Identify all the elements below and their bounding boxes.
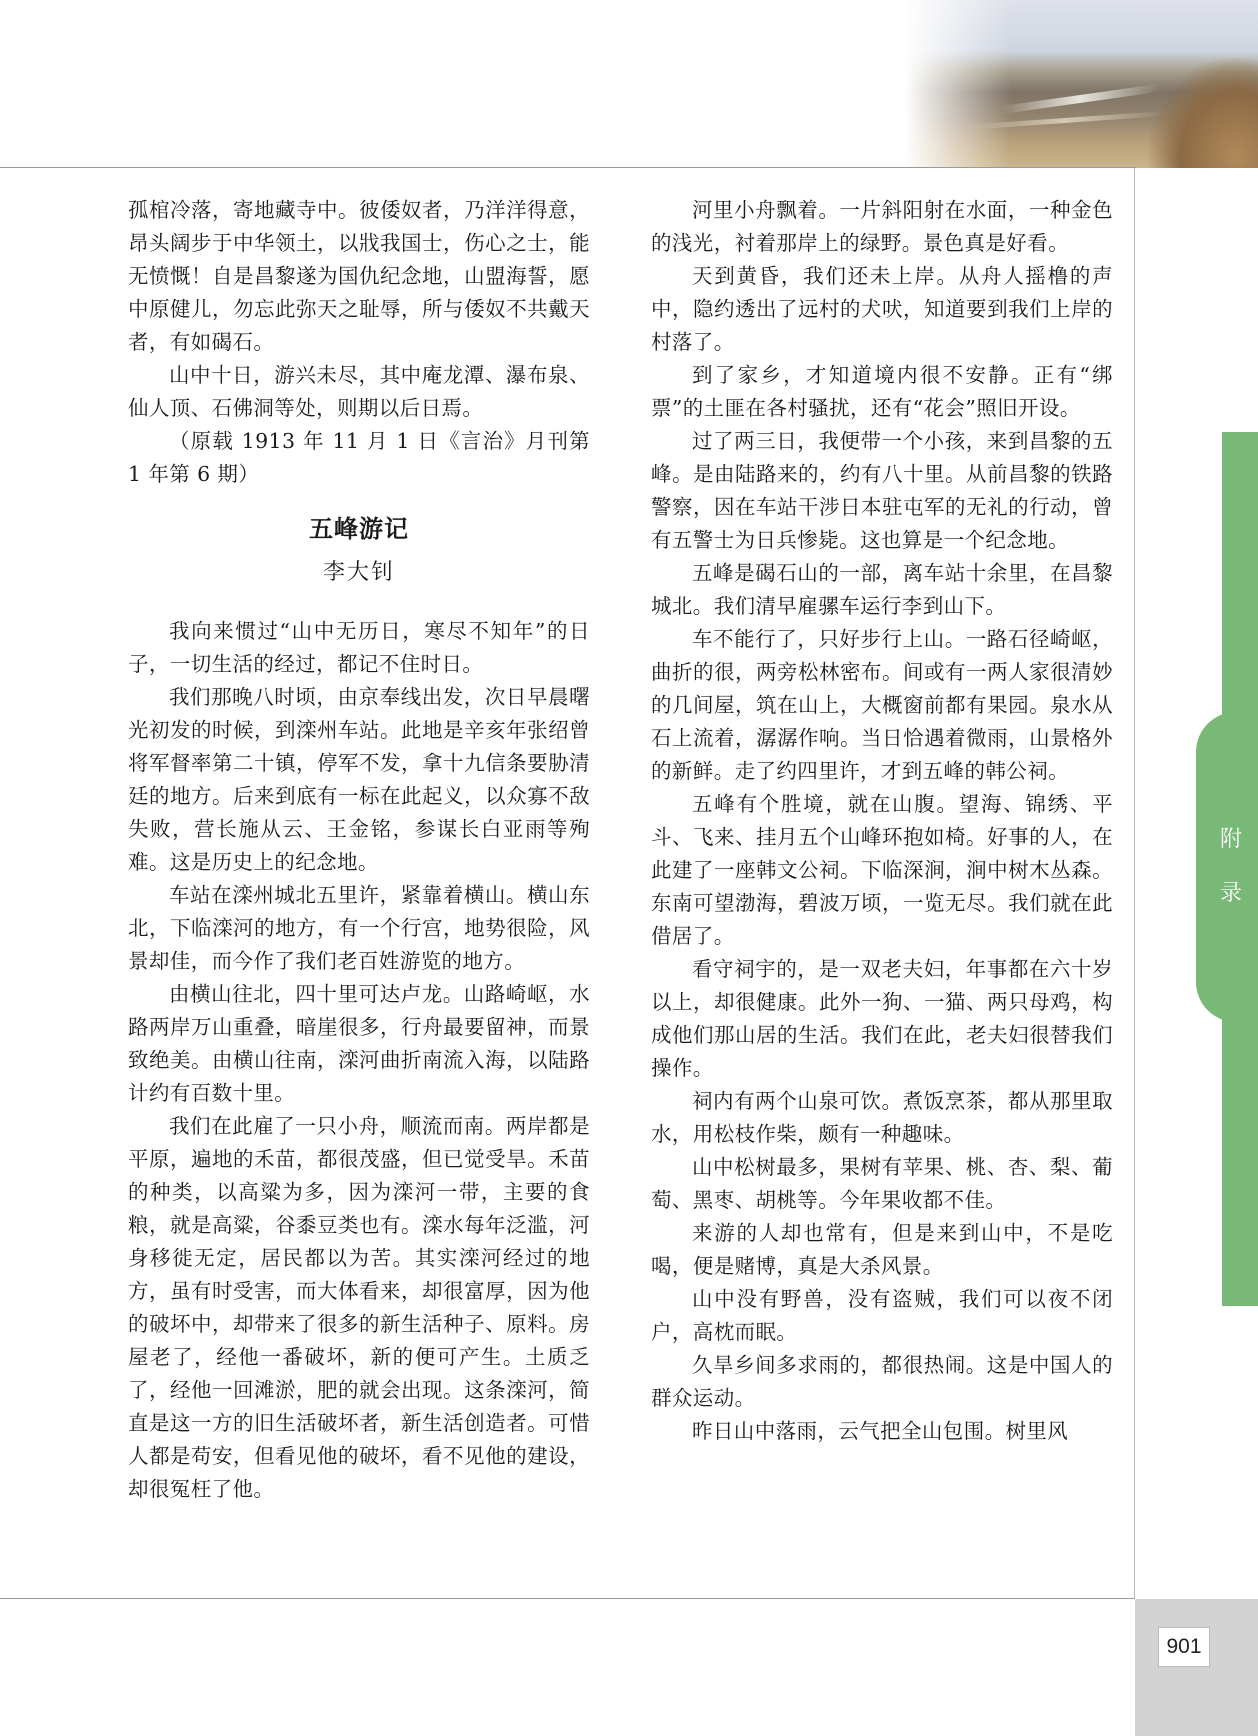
photo-mountain — [1148, 58, 1258, 168]
body-paragraph: 五峰是碣石山的一部，离车站十余里，在昌黎城北。我们清早雇骡车运行李到山下。 — [651, 561, 1113, 618]
body-paragraph: 来游的人却也常有，但是来到山中，不是吃喝，便是赌博，真是大杀风景。 — [651, 1221, 1113, 1278]
header-rule — [0, 167, 1136, 168]
header-landscape-photo — [905, 0, 1258, 168]
section-tab-appendix — [1196, 712, 1258, 1022]
body-paragraph: 山中松树最多，果树有苹果、桃、杏、梨、葡萄、黑枣、胡桃等。今年果收都不佳。 — [651, 1155, 1113, 1212]
body-paragraph: 到了家乡，才知道境内很不安静。正有“绑票”的土匪在各村骚扰，还有“花会”照旧开设。 — [651, 363, 1113, 420]
body-paragraph: 过了两三日，我便带一个小孩，来到昌黎的五峰。是由陆路来的，约有八十里。从前昌黎的铁路警察，因在车站干涉日本驻屯军的无礼的行动，曾有五警士为日兵惨毙。这也算是一个纪念地。 — [651, 429, 1113, 552]
body-paragraph: 车站在滦州城北五里许，紧靠着横山。横山东北，下临滦河的地方，有一个行宫，地势很险，风景却佳，而今作了我们老百姓游览的地方。 — [128, 883, 590, 973]
section-tab-char: 附 — [1219, 827, 1242, 852]
body-paragraph: 我们在此雇了一只小舟，顺流而南。两岸都是平原，遍地的禾苗，都很茂盛，但已觉受旱。禾苗的种类，以高粱为多，因为滦河一带，主要的食粮，就是高粱，谷黍豆类也有。滦水每年泛滥，河身移徙无定，居民都以为苦。其实滦河经过的地方，虽有时受害，而大体看来，却很富厚，因为他的破坏中，却带来了很多的新生活种子、原料。房屋老了，经他一番破坏，新的便可产生。土质乏了，经他一回滩淤，肥的就会出现。这条滦河，简直是这一方的旧生活破坏者，新生活创造者。可惜人都是苟安，但看见他的破坏，看不见他的建设，却很冤枉了他。 — [128, 1114, 590, 1501]
body-paragraph: 我向来惯过“山中无历日，寒尽不知年”的日子，一切生活的经过，都记不住时日。 — [128, 619, 590, 676]
photo-road — [1000, 84, 1160, 114]
page-number: 901 — [1158, 1627, 1210, 1667]
section-tab-char: 录 — [1219, 881, 1242, 906]
article-author: 李大钊 — [322, 560, 395, 585]
body-paragraph: 五峰有个胜境，就在山腹。望海、锦绣、平斗、飞来、挂月五个山峰环抱如椅。好事的人，在此建了一座韩文公祠。下临深涧，涧中树木丛森。东南可望渤海，碧波万顷，一览无尽。我们就在此借居了。 — [651, 792, 1113, 948]
body-paragraph: 昨日山中落雨，云气把全山包围。树里风 — [692, 1419, 1069, 1443]
body-paragraph: 由横山往北，四十里可达卢龙。山路崎岖，水路两岸万山重叠，暗崖很多，行舟最要留神，而景致绝美。由横山往南，滦河曲折南流入海，以陆路计约有百数十里。 — [128, 982, 590, 1105]
body-paragraph: 祠内有两个山泉可饮。煮饭烹茶，都从那里取水，用松枝作柴，颇有一种趣味。 — [651, 1089, 1113, 1146]
article-title: 五峰游记 — [309, 515, 409, 543]
footer-margin — [1135, 1599, 1258, 1736]
intro-paragraph: 孤棺冷落，寄地藏寺中。彼倭奴者，乃洋洋得意，昂头阔步于中华领土，以戕我国士，伤心之士，能无愤慨！自是昌黎遂为国仇纪念地，山盟海誓，愿中原健儿，勿忘此弥天之耻辱，所与倭奴不共戴天者，有如碣石。 — [128, 198, 590, 354]
source-note: （原载 1913 年 11 月 1 日《言治》月刊第 1 年第 6 期） — [128, 429, 590, 486]
body-paragraph: 河里小舟飘着。一片斜阳射在水面，一种金色的浅光，衬着那岸上的绿野。景色真是好看。 — [651, 198, 1113, 255]
body-paragraph: 久旱乡间多求雨的，都很热闹。这是中国人的群众运动。 — [651, 1353, 1113, 1410]
body-paragraph: 我们那晚八时顷，由京奉线出发，次日早晨曙光初发的时候，到滦州车站。此地是辛亥年张绍曾将军督率第二十镇，停军不发，拿十九信条要胁清廷的地方。后来到底有一标在此起义，以众寡不敌失败，营长施从云、王金铭，参谋长白亚雨等殉难。这是历史上的纪念地。 — [128, 685, 590, 874]
photo-road-2 — [965, 111, 1165, 130]
left-column — [128, 194, 590, 1506]
footer-rule — [0, 1598, 1136, 1599]
right-column — [651, 194, 1113, 1448]
body-paragraph: 天到黄昏，我们还未上岸。从舟人摇橹的声中，隐约透出了远村的犬吠，知道要到我们上岸的村落了。 — [651, 264, 1113, 354]
intro-paragraph: 山中十日，游兴未尽，其中庵龙潭、瀑布泉、仙人顶、石佛洞等处，则期以后日焉。 — [128, 363, 590, 420]
body-paragraph: 看守祠宇的，是一双老夫妇，年事都在六十岁以上，却很健康。此外一狗、一猫、两只母鸡，构成他们那山居的生活。我们在此，老夫妇很替我们操作。 — [651, 957, 1113, 1080]
body-paragraph: 车不能行了，只好步行上山。一路石径崎岖，曲折的很，两旁松林密布。间或有一两人家很清妙的几间屋，筑在山上，大概窗前都有果园。泉水从石上流着，潺潺作响。当日恰遇着微雨，山景格外的新鲜。走了约四里许，才到五峰的韩公祠。 — [651, 627, 1113, 783]
body-paragraph: 山中没有野兽，没有盗贼，我们可以夜不闭户，高枕而眠。 — [651, 1287, 1113, 1344]
